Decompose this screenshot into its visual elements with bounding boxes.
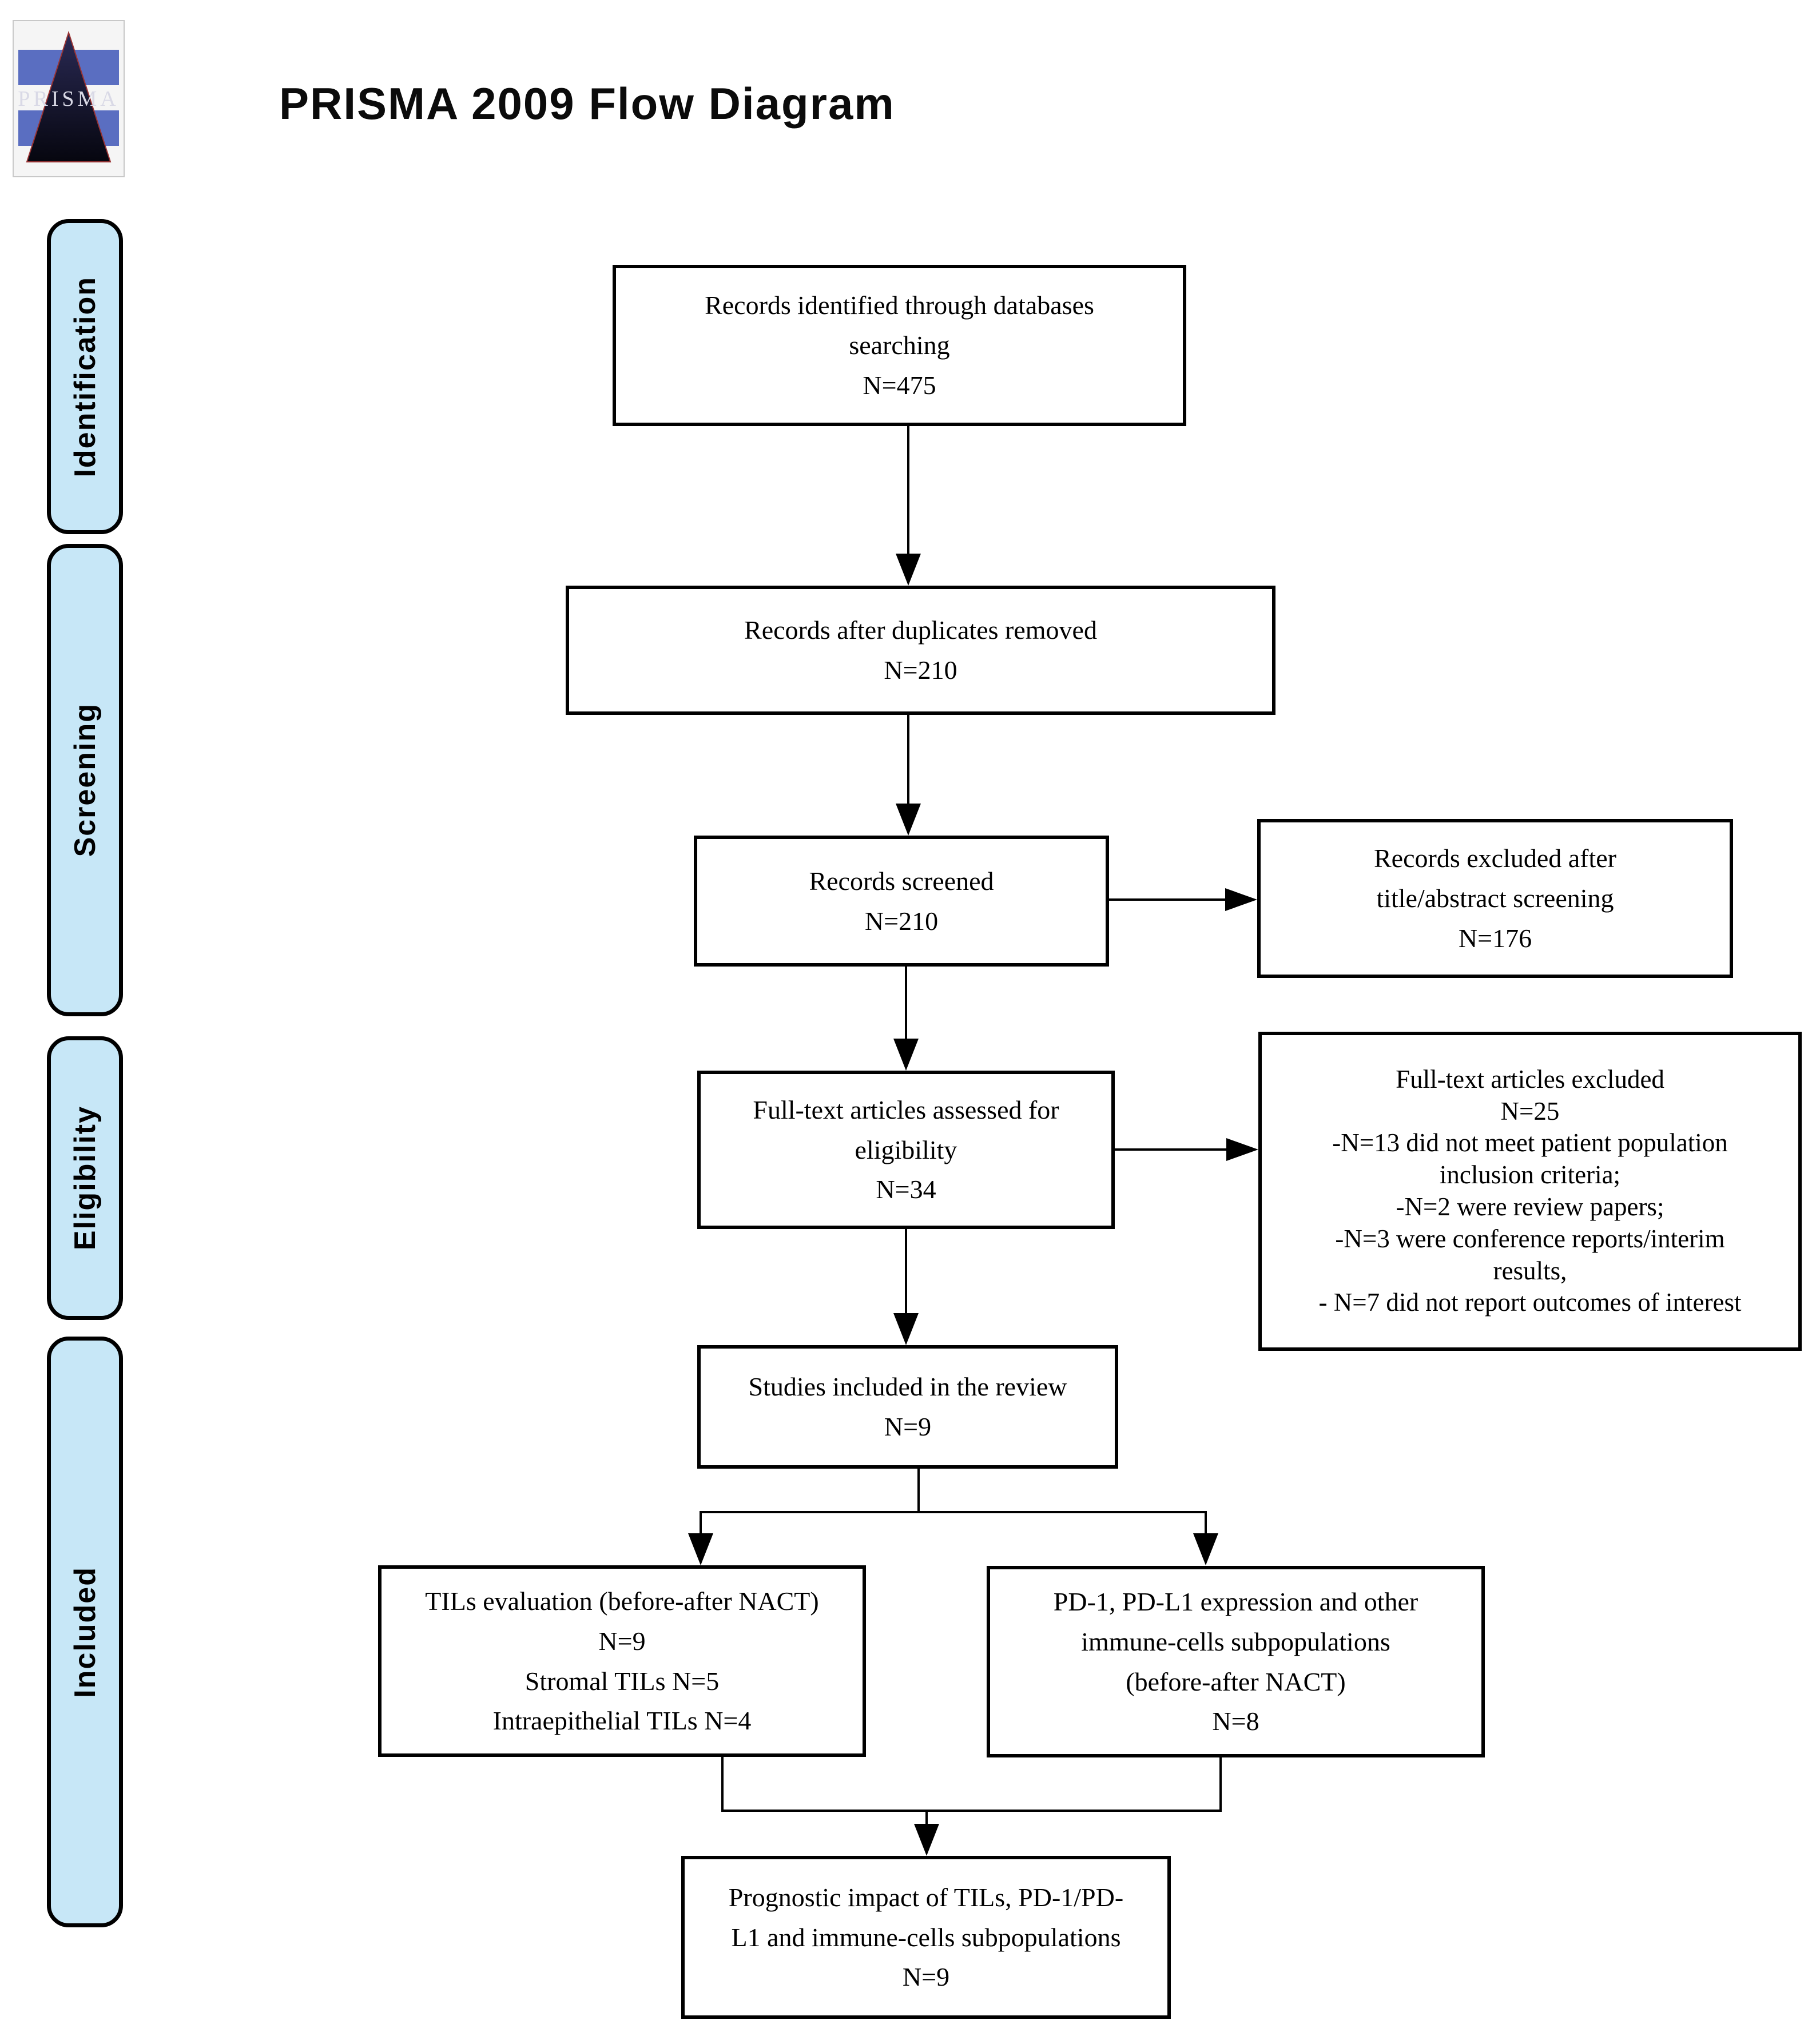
stage-identification <box>47 219 123 534</box>
arrow-screened-to-fulltext <box>905 967 907 1039</box>
box-line: Records after duplicates removed <box>744 615 1097 645</box>
box-line: Records screened <box>809 866 994 896</box>
box-line: title/abstract screening <box>1376 884 1614 913</box>
stage-screening <box>47 544 123 1016</box>
box-line: N=9 <box>884 1412 932 1441</box>
box-line: Intraepithelial TILs N=4 <box>492 1706 752 1736</box>
stage-included <box>47 1337 123 1927</box>
box-line: Full-text articles assessed for <box>753 1095 1059 1124</box>
arrow-head <box>688 1533 713 1565</box>
box-records-identified <box>613 265 1186 426</box>
arrow-head <box>1193 1533 1218 1565</box>
split-crossbar <box>700 1511 1207 1513</box>
box-prognostic-impact <box>681 1856 1171 2019</box>
split-right-drop <box>1205 1511 1207 1534</box>
stage-label: Screening <box>68 703 102 857</box>
merge-left-stem <box>721 1757 724 1812</box>
box-fulltext-excluded <box>1258 1032 1802 1351</box>
merge-center-drop <box>925 1810 928 1824</box>
page-title: PRISMA 2009 Flow Diagram <box>279 78 895 129</box>
arrow-head <box>914 1824 939 1856</box>
box-line: searching <box>849 331 950 360</box>
box-line: Records identified through databases <box>705 291 1094 320</box>
arrow-fulltext-to-excluded <box>1115 1148 1227 1151</box>
box-line: N=25 <box>1500 1096 1560 1126</box>
prisma-logo <box>13 20 125 177</box>
box-line: N=8 <box>1212 1707 1259 1736</box>
arrow-head <box>896 554 921 586</box>
box-line: L1 and immune-cells subpopulations <box>731 1922 1121 1952</box>
stage-label: Eligibility <box>68 1105 102 1251</box>
box-tils-evaluation <box>378 1565 866 1757</box>
box-line: eligibility <box>855 1135 957 1164</box>
box-line: results, <box>1493 1256 1567 1285</box>
arrow-duplicates-to-screened <box>907 715 909 804</box>
box-records-screened <box>694 836 1109 967</box>
box-line: inclusion criteria; <box>1439 1160 1621 1190</box>
box-line: Studies included in the review <box>748 1372 1067 1402</box>
logo-text: PRISMA <box>18 87 120 111</box>
box-line: N=34 <box>876 1175 936 1204</box>
box-line: Records excluded after <box>1373 844 1617 873</box>
arrow-head <box>1226 1138 1258 1161</box>
arrow-head <box>893 1039 919 1071</box>
arrow-identified-to-duplicates <box>907 426 909 554</box>
box-line: N=475 <box>863 370 936 400</box>
box-pd1-pdl1-expression <box>987 1566 1485 1757</box>
box-excluded-screening <box>1257 819 1733 978</box>
box-line: - N=7 did not report outcomes of interest <box>1318 1288 1742 1317</box>
box-line: N=9 <box>598 1626 646 1656</box>
box-line: Prognostic impact of TILs, PD-1/PD- <box>728 1882 1124 1912</box>
box-line: N=210 <box>864 906 939 936</box>
arrow-head <box>1225 888 1257 911</box>
box-studies-included <box>697 1345 1118 1469</box>
box-fulltext-assessed <box>697 1071 1115 1229</box>
arrow-screened-to-excluded <box>1109 898 1226 901</box>
split-left-drop <box>700 1511 702 1534</box>
box-line: N=176 <box>1458 923 1532 953</box>
arrow-fulltext-to-included <box>905 1229 907 1314</box>
box-line: immune-cells subpopulations <box>1081 1627 1390 1656</box>
box-line: (before-after NACT) <box>1126 1667 1346 1696</box>
box-line: Stromal TILs N=5 <box>524 1666 720 1696</box>
box-line: -N=3 were conference reports/interim <box>1335 1224 1725 1253</box>
merge-right-stem <box>1219 1757 1222 1812</box>
box-line: N=9 <box>902 1962 950 1992</box>
arrow-head <box>893 1313 919 1345</box>
box-line: -N=2 were review papers; <box>1396 1192 1664 1221</box>
split-stem <box>917 1469 920 1512</box>
stage-eligibility <box>47 1036 123 1320</box>
box-line: TILs evaluation (before-after NACT) <box>425 1586 819 1616</box>
stage-label: Included <box>68 1566 102 1698</box>
box-duplicates-removed <box>566 586 1275 715</box>
box-line: PD-1, PD-L1 expression and other <box>1053 1586 1418 1616</box>
box-line: Full-text articles excluded <box>1396 1064 1664 1093</box>
box-line: N=210 <box>884 655 957 685</box>
merge-crossbar <box>721 1810 1222 1812</box>
box-line: -N=13 did not meet patient population <box>1332 1128 1728 1158</box>
arrow-head <box>896 804 921 836</box>
stage-label: Identification <box>68 276 102 478</box>
